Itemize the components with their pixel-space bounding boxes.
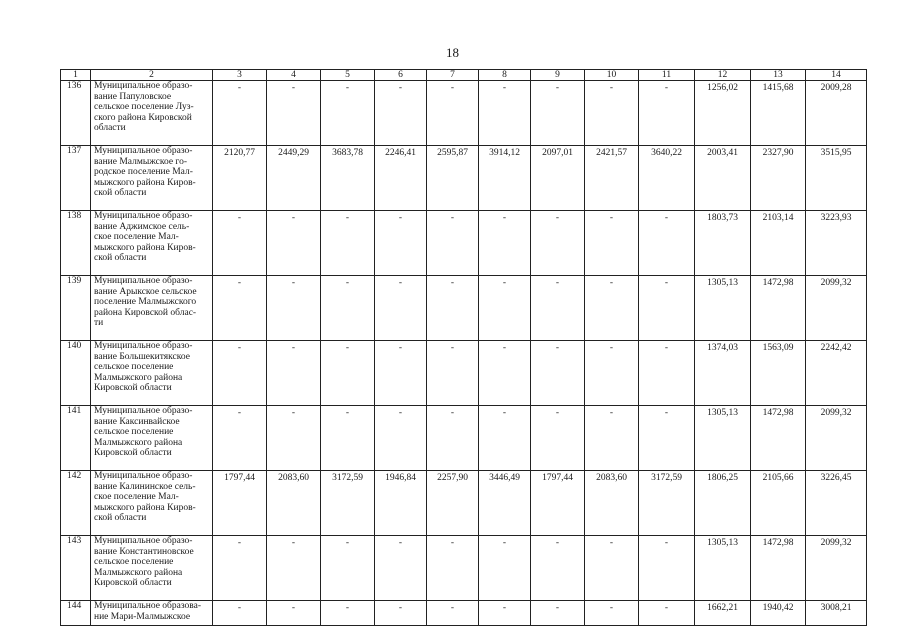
value-cell: - <box>585 536 639 601</box>
table-row <box>61 276 867 341</box>
entity-name-line: сельское поселение <box>94 427 174 438</box>
page-number: 18 <box>446 45 459 60</box>
entity-name-line: Муниципальное образо- <box>94 276 193 286</box>
entity-name-line: Муниципальное образо- <box>94 406 193 416</box>
value-cell: - <box>375 601 427 626</box>
column-header: 12 <box>695 70 751 81</box>
value-cell: 2120,77 <box>213 146 267 211</box>
table-row <box>61 81 867 146</box>
value-cell: 2099,32 <box>806 536 867 601</box>
value-cell: 3223,93 <box>806 211 867 276</box>
value-cell: - <box>213 341 267 406</box>
value-cell: - <box>427 211 479 276</box>
table-row <box>61 341 867 406</box>
value-cell: - <box>531 211 585 276</box>
value-cell: - <box>213 406 267 471</box>
value-cell: - <box>639 276 695 341</box>
entity-name-line: сельское поселение <box>94 362 174 373</box>
value-cell: 3515,95 <box>806 146 867 211</box>
entity-name-line: вание Аджимское сель- <box>94 221 190 232</box>
entity-name-line: района Кировской облас- <box>94 307 197 318</box>
value-cell: - <box>479 276 531 341</box>
column-header: 10 <box>585 70 639 81</box>
entity-name-line: вание Каксинвайское <box>94 416 180 427</box>
table-row <box>61 211 867 276</box>
value-cell: - <box>321 536 375 601</box>
value-cell: - <box>531 81 585 146</box>
value-cell: - <box>479 81 531 146</box>
column-header: 2 <box>91 70 213 81</box>
value-cell: 2099,32 <box>806 406 867 471</box>
value-cell: - <box>639 536 695 601</box>
value-cell: - <box>639 601 695 626</box>
entity-name-line: мыжского района Киров- <box>94 242 196 253</box>
value-cell: 1946,84 <box>375 471 427 536</box>
value-cell: - <box>585 211 639 276</box>
value-cell: 2009,28 <box>806 81 867 146</box>
value-cell: 2595,87 <box>427 146 479 211</box>
value-cell: 1797,44 <box>531 471 585 536</box>
entity-name-line: Кировской области <box>94 383 172 394</box>
column-header: 13 <box>751 70 806 81</box>
value-cell: - <box>479 341 531 406</box>
value-cell: - <box>639 81 695 146</box>
value-cell: - <box>375 536 427 601</box>
value-cell: - <box>321 341 375 406</box>
table-row <box>61 471 867 536</box>
entity-name-line: ние Мари-Малмыжское <box>94 611 191 622</box>
entity-name-line: ское поселение Мал- <box>94 232 179 243</box>
entity-name-line: Муниципальное образо- <box>94 146 193 156</box>
entity-name-line: Кировской области <box>94 578 172 589</box>
value-cell: 3446,49 <box>479 471 531 536</box>
entity-name-line: Малмыжского района <box>94 437 183 448</box>
data-table <box>60 69 867 626</box>
entity-name-cell <box>91 276 213 341</box>
entity-name-line: Муниципальное образо- <box>94 341 193 351</box>
entity-name-line: вание Малмыжское го- <box>94 156 187 167</box>
value-cell: - <box>375 211 427 276</box>
value-cell: 2103,14 <box>751 211 806 276</box>
entity-name-line: родское поселение Мал- <box>94 167 193 178</box>
entity-name-line: Муниципальное образо- <box>94 471 193 481</box>
value-cell: 1374,03 <box>695 341 751 406</box>
value-cell: - <box>531 276 585 341</box>
value-cell: 1305,13 <box>695 406 751 471</box>
row-number: 137 <box>61 146 91 211</box>
column-header: 6 <box>375 70 427 81</box>
value-cell: - <box>427 341 479 406</box>
entity-name-line: вание Арыкское сельское <box>94 286 197 297</box>
entity-name-cell <box>91 406 213 471</box>
value-cell: 1797,44 <box>213 471 267 536</box>
value-cell: - <box>585 276 639 341</box>
value-cell: - <box>375 81 427 146</box>
value-cell: - <box>427 276 479 341</box>
value-cell: - <box>531 341 585 406</box>
entity-name-line: ское поселение Мал- <box>94 492 179 503</box>
value-cell: - <box>213 276 267 341</box>
value-cell: - <box>321 211 375 276</box>
entity-name-line: области <box>94 123 126 134</box>
value-cell: 1803,73 <box>695 211 751 276</box>
value-cell: 1305,13 <box>695 536 751 601</box>
table-row <box>61 601 867 626</box>
value-cell: 1472,98 <box>751 406 806 471</box>
entity-name-line: ского района Кировской <box>94 112 192 123</box>
column-header: 8 <box>479 70 531 81</box>
value-cell: - <box>479 536 531 601</box>
entity-name-cell <box>91 211 213 276</box>
value-cell: 2003,41 <box>695 146 751 211</box>
value-cell: - <box>427 536 479 601</box>
entity-name-line: вание Большекитякское <box>94 351 190 362</box>
value-cell: 2246,41 <box>375 146 427 211</box>
table-row <box>61 406 867 471</box>
value-cell: 1940,42 <box>751 601 806 626</box>
value-cell: - <box>213 81 267 146</box>
value-cell: - <box>321 81 375 146</box>
value-cell: 3008,21 <box>806 601 867 626</box>
column-header: 9 <box>531 70 585 81</box>
value-cell: - <box>531 406 585 471</box>
entity-name-line: Муниципальное образо- <box>94 536 193 546</box>
value-cell: - <box>375 276 427 341</box>
value-cell: - <box>375 341 427 406</box>
entity-name-line: Малмыжского района <box>94 372 183 383</box>
entity-name-line: Муниципальное образова- <box>94 601 202 611</box>
column-header: 11 <box>639 70 695 81</box>
value-cell: - <box>427 81 479 146</box>
value-cell: 1806,25 <box>695 471 751 536</box>
column-header: 7 <box>427 70 479 81</box>
column-header: 5 <box>321 70 375 81</box>
entity-name-cell <box>91 81 213 146</box>
entity-name-cell <box>91 471 213 536</box>
value-cell: 3914,12 <box>479 146 531 211</box>
value-cell: - <box>267 536 321 601</box>
entity-name-line: ской области <box>94 253 147 264</box>
value-cell: - <box>321 406 375 471</box>
entity-name-line: ской области <box>94 188 147 199</box>
value-cell: - <box>267 276 321 341</box>
value-cell: - <box>585 601 639 626</box>
value-cell: 3683,78 <box>321 146 375 211</box>
value-cell: 3172,59 <box>321 471 375 536</box>
value-cell: 2327,90 <box>751 146 806 211</box>
value-cell: - <box>479 601 531 626</box>
column-header: 1 <box>61 70 91 81</box>
value-cell: 3640,22 <box>639 146 695 211</box>
entity-name-line: ти <box>94 318 104 329</box>
value-cell: 2097,01 <box>531 146 585 211</box>
value-cell: - <box>321 276 375 341</box>
entity-name-cell <box>91 146 213 211</box>
value-cell: - <box>479 406 531 471</box>
entity-name-line: вание Папуловское <box>94 91 172 102</box>
row-number: 144 <box>61 601 91 626</box>
entity-name-line: вание Калининское сель- <box>94 481 196 492</box>
value-cell: 1415,68 <box>751 81 806 146</box>
value-cell: - <box>375 406 427 471</box>
value-cell: - <box>267 601 321 626</box>
row-number: 141 <box>61 406 91 471</box>
value-cell: 1256,02 <box>695 81 751 146</box>
value-cell: - <box>427 406 479 471</box>
entity-name-line: мыжского района Киров- <box>94 502 196 513</box>
table-row <box>61 146 867 211</box>
table-row <box>61 536 867 601</box>
entity-name-cell <box>91 341 213 406</box>
entity-name-line: сельское поселение <box>94 557 174 568</box>
value-cell: - <box>213 536 267 601</box>
value-cell: - <box>585 81 639 146</box>
value-cell: - <box>585 406 639 471</box>
row-number: 139 <box>61 276 91 341</box>
value-cell: 2257,90 <box>427 471 479 536</box>
entity-name-line: поселение Малмыжского <box>94 297 197 308</box>
column-header: 14 <box>806 70 867 81</box>
entity-name-line: сельское поселение Луз- <box>94 102 194 113</box>
value-cell: - <box>639 341 695 406</box>
column-header: 3 <box>213 70 267 81</box>
value-cell: 1563,09 <box>751 341 806 406</box>
value-cell: 1472,98 <box>751 536 806 601</box>
row-number: 136 <box>61 81 91 146</box>
value-cell: 3226,45 <box>806 471 867 536</box>
value-cell: 2105,66 <box>751 471 806 536</box>
value-cell: - <box>585 341 639 406</box>
value-cell: 2421,57 <box>585 146 639 211</box>
value-cell: - <box>639 406 695 471</box>
entity-name-line: мыжского района Киров- <box>94 177 196 188</box>
header-row <box>61 70 867 81</box>
value-cell: 2449,29 <box>267 146 321 211</box>
value-cell: - <box>479 211 531 276</box>
entity-name-line: Муниципальное образо- <box>94 81 193 91</box>
value-cell: - <box>531 601 585 626</box>
value-cell: - <box>267 341 321 406</box>
value-cell: - <box>531 536 585 601</box>
row-number: 140 <box>61 341 91 406</box>
value-cell: 3172,59 <box>639 471 695 536</box>
entity-name-cell <box>91 601 213 626</box>
entity-name-line: Малмыжского района <box>94 567 183 578</box>
column-header: 4 <box>267 70 321 81</box>
value-cell: - <box>213 601 267 626</box>
value-cell: 2099,32 <box>806 276 867 341</box>
value-cell: - <box>213 211 267 276</box>
entity-name-cell <box>91 536 213 601</box>
value-cell: - <box>427 601 479 626</box>
entity-name-line: Кировской области <box>94 448 172 459</box>
value-cell: 2083,60 <box>267 471 321 536</box>
table-body <box>61 70 867 626</box>
value-cell: 1305,13 <box>695 276 751 341</box>
row-number: 142 <box>61 471 91 536</box>
value-cell: - <box>267 81 321 146</box>
value-cell: 2242,42 <box>806 341 867 406</box>
value-cell: - <box>267 406 321 471</box>
value-cell: 1662,21 <box>695 601 751 626</box>
entity-name-line: вание Константиновское <box>94 546 194 557</box>
value-cell: - <box>267 211 321 276</box>
entity-name-line: Муниципальное образо- <box>94 211 193 221</box>
row-number: 138 <box>61 211 91 276</box>
entity-name-line: ской области <box>94 513 147 524</box>
value-cell: - <box>321 601 375 626</box>
row-number: 143 <box>61 536 91 601</box>
value-cell: 2083,60 <box>585 471 639 536</box>
value-cell: - <box>639 211 695 276</box>
value-cell: 1472,98 <box>751 276 806 341</box>
